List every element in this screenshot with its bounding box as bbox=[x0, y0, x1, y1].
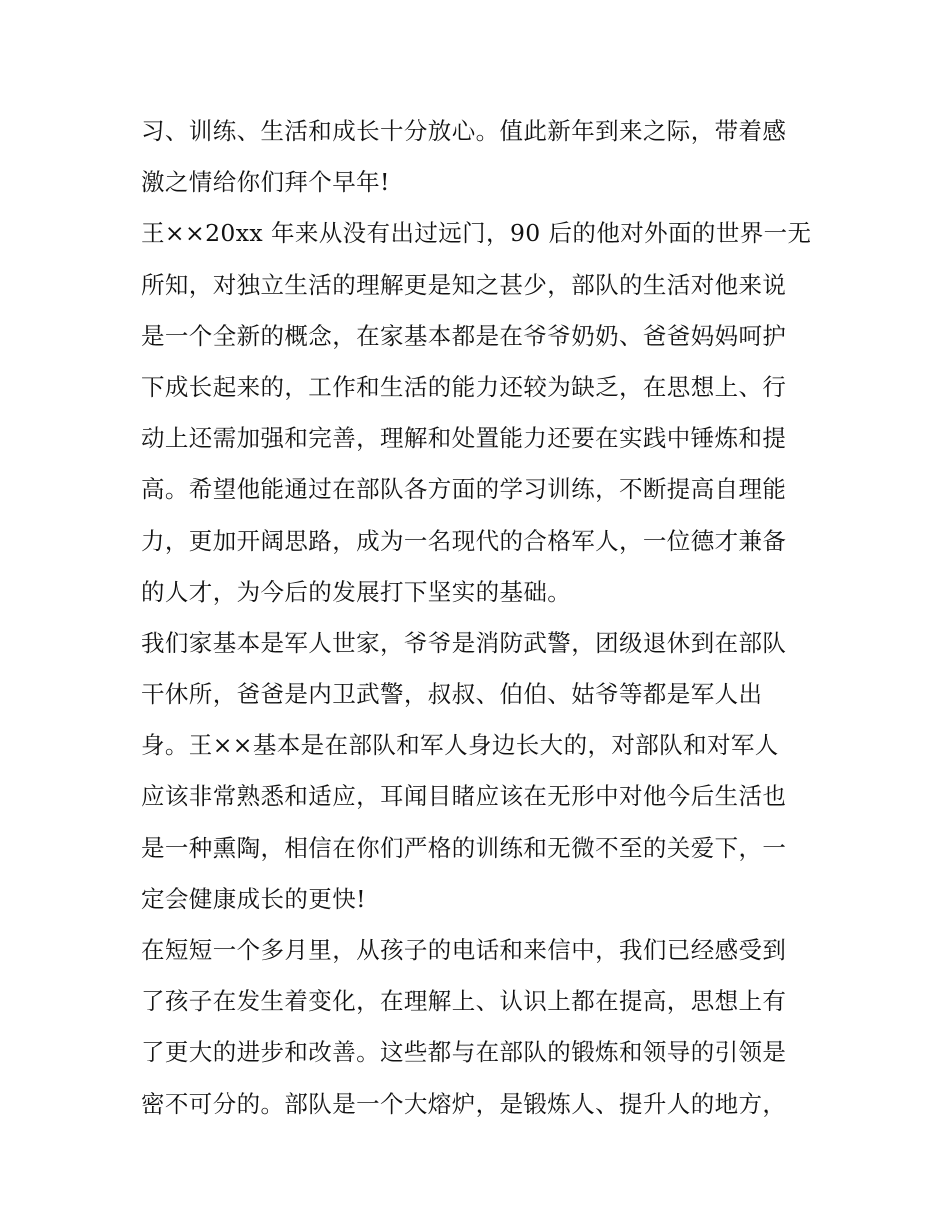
text-line: 密不可分的。部队是一个大熔炉，是锻炼人、提升人的地方， bbox=[141, 1089, 787, 1118]
text-line: 定会健康成长的更快! bbox=[141, 884, 366, 913]
text-line: 在短短一个多月里，从孩子的电话和来信中，我们已经感受到 bbox=[141, 936, 787, 964]
text-line: 的人才，为今后的发展打下坚实的基础。 bbox=[141, 577, 572, 606]
text-line: 所知，对独立生活的理解更是知之甚少，部队的生活对他来说 bbox=[141, 270, 787, 299]
text-line: 激之情给你们拜个早年! bbox=[141, 168, 390, 197]
text-line: 了孩子在发生着变化，在理解上、认识上都在提高，思想上有 bbox=[141, 987, 787, 1016]
text-line: 身。王××基本是在部队和军人身边长大的，对部队和对军人 bbox=[141, 731, 779, 760]
text-line: 习、训练、生活和成长十分放心。值此新年到来之际，带着感 bbox=[141, 117, 787, 145]
text-line: 下成长起来的，工作和生活的能力还较为缺乏，在思想上、行 bbox=[141, 372, 787, 401]
text-line: 干休所，爸爸是内卫武警，叔叔、伯伯、姑爷等都是军人出 bbox=[141, 680, 763, 709]
text-line: 动上还需加强和完善，理解和处置能力还要在实践中锤炼和提 bbox=[141, 424, 787, 453]
text-line: 高。希望他能通过在部队各方面的学习训练，不断提高自理能 bbox=[141, 475, 787, 504]
text-line: 王××20xx 年来从没有出过远门，90 后的他对外面的世界一无 bbox=[141, 219, 812, 248]
text-line: 是一种熏陶，相信在你们严格的训练和无微不至的关爱下，一 bbox=[141, 833, 787, 862]
text-line: 了更大的进步和改善。这些都与在部队的锻炼和领导的引领是 bbox=[141, 1038, 787, 1067]
text-line: 我们家基本是军人世家，爷爷是消防武警，团级退休到在部队 bbox=[141, 628, 787, 657]
text-line: 应该非常熟悉和适应，耳闻目睹应该在无形中对他今后生活也 bbox=[141, 782, 787, 811]
text-line: 力，更加开阔思路，成为一名现代的合格军人，一位德才兼备 bbox=[141, 526, 787, 555]
text-line: 是一个全新的概念，在家基本都是在爷爷奶奶、爸爸妈妈呵护 bbox=[141, 321, 787, 350]
letter-body bbox=[141, 106, 821, 1130]
